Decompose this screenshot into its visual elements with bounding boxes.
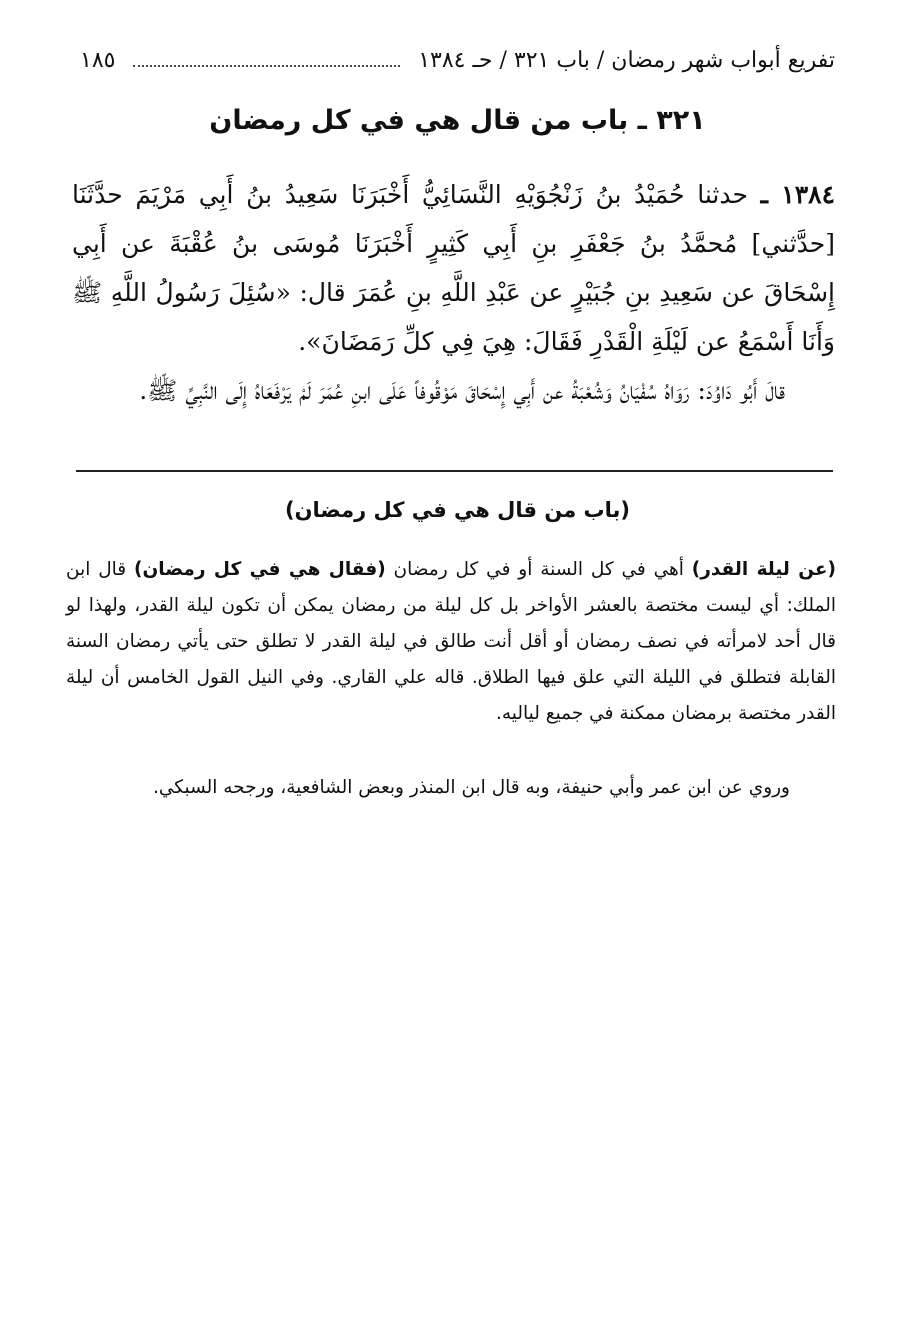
commentary-quote-2: (فقال هي في كل رمضان) (134, 559, 386, 580)
running-title: تفريع أبواب شهر رمضان / باب ٣٢١ / حـ ١٣٨٤ (418, 47, 835, 73)
chapter-heading: ٣٢١ ـ باب من قال هي في كل رمضان (209, 105, 706, 136)
commentary-quote-1: (عن ليلة القدر) (691, 559, 836, 580)
hadith-number: ١٣٨٤ ـ (760, 180, 836, 209)
commentary-text-1: أهي في كل السنة أو في كل رمضان (385, 559, 692, 580)
footnote-divider (76, 470, 833, 472)
page-number: ١٨٥ (80, 47, 116, 73)
hadith-body: حدثنا حُمَيْدُ بنُ زَنْجُوَيْهِ النَّسَائِيُّ أَخْبَرَنَا سَعِيدُ بنُ أَبِي مَرْيَمَ حدَّثَنَا [حدَّثني] مُحمَّدُ بنُ جَعْفَرِ بنِ أَبِي كَثِيرٍ أَخْبَرَنَا مُوسَى بنُ عُقْبَةَ عن أَبِي إِسْحَاقَ عن سَعِيدِ بنِ جُبَيْرٍ عن عَبْدِ اللَّهِ بنِ عُمَرَ قال: «سُئِلَ رَسُولُ اللَّهِ ﷺ وَأَنَا أَسْمَعُ عن لَيْلَةِ الْقَدْرِ فَقَالَ: هِيَ فِي كلِّ رَمَضَانَ». (72, 180, 835, 356)
header-dotted-leader (133, 65, 400, 67)
commentary-paragraph-1 (66, 552, 836, 732)
commentary-heading: (باب من قال هي في كل رمضان) (284, 498, 631, 522)
commentary-paragraph-2: وروي عن ابن عمر وأبي حنيفة، وبه قال ابن المنذر وبعض الشافعية، ورجحه السبكي. (152, 777, 790, 798)
running-header (80, 40, 835, 80)
hadith-text-block (72, 170, 835, 366)
commentary-text-2: قال ابن الملك: أي ليست مختصة بالعشر الأواخر بل كل ليلة من رمضان يمكن أن تكون ليلة القدر، ولهذا لو قال أحد لامرأته في نصف رمضان أو أقل أنت طالق في ليلة القدر لا تطلق حتى يأتي رمضان السنة القابلة فتطلق في الليلة التي علق فيها الطلاق. قاله علي القاري. وفي النيل القول الخامس أن ليلة القدر مختصة برمضان ممكنة في جميع لياليه. (66, 559, 836, 724)
abu-dawud-note: قالَ أَبُو دَاوُدَ: رَوَاهُ سُفْيَانُ وَشُعْبَةُ عن أَبِي إِسْحَاقَ مَوْقُوفاً عَلَى ابنِ عُمَرَ لَمْ يَرْفَعَاهُ إِلَى النَّبِيِّ ﷺ. (139, 376, 785, 405)
